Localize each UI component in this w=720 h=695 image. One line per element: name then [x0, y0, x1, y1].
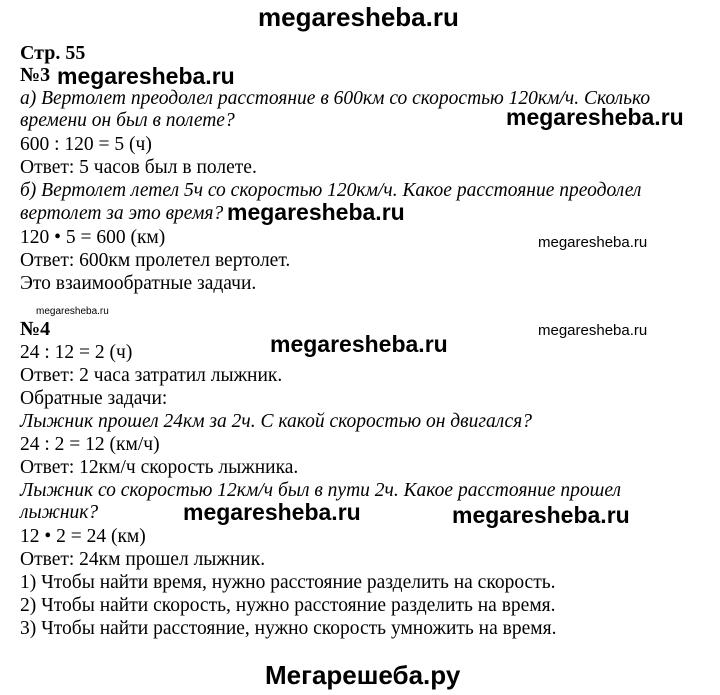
task3-b-line1: б) Вертолет летел 5ч со скоростью 120км/ч. Какое расстояние преодолел — [20, 180, 642, 201]
task4-rule2: 2) Чтобы найти скорость, нужно расстояние разделить на время. — [20, 595, 556, 616]
watermark: megaresheba.ru — [270, 331, 448, 357]
watermark: megaresheba.ru — [57, 63, 235, 89]
task3-note: Это взаимообратные задачи. — [20, 273, 257, 294]
watermark: megaresheba.ru — [506, 104, 684, 130]
task4-q1: Лыжник прошел 24км за 2ч. С какой скоростью он двигался? — [20, 411, 532, 432]
task4-calc1: 24 : 12 = 2 (ч) — [20, 342, 133, 363]
task4-q2-line1: Лыжник со скоростью 12км/ч был в пути 2ч. Какое расстояние прошел — [20, 480, 621, 501]
task4-number: №4 — [20, 318, 51, 340]
task3-a-answer: Ответ: 5 часов был в полете. — [20, 157, 257, 178]
task3-b-calc: 120 • 5 = 600 (км) — [20, 227, 166, 248]
task4-inverse-header: Обратные задачи: — [20, 388, 168, 409]
task3-a-calc: 600 : 120 = 5 (ч) — [20, 134, 152, 155]
task3-number: №3 — [20, 64, 51, 86]
task3-b-answer: Ответ: 600км пролетел вертолет. — [20, 250, 291, 271]
task4-rule1: 1) Чтобы найти время, нужно расстояние разделить на скорость. — [20, 572, 556, 593]
site-footer-watermark: Мегарешеба.ру — [265, 660, 461, 690]
task4-rule3: 3) Чтобы найти расстояние, нужно скорость умножить на время. — [20, 618, 557, 639]
watermark: megaresheba.ru — [538, 322, 648, 339]
page-number: Стр. 55 — [20, 42, 86, 64]
watermark: megaresheba.ru — [36, 306, 109, 317]
site-header-watermark: megaresheba.ru — [258, 2, 459, 32]
task4-calc3: 12 • 2 = 24 (км) — [20, 526, 146, 547]
task3-a-line2: времени он был в полете? — [20, 110, 235, 131]
task4-calc2: 24 : 2 = 12 (км/ч) — [20, 434, 160, 455]
task4-answer3: Ответ: 24км прошел лыжник. — [20, 549, 266, 570]
watermark: megaresheba.ru — [538, 234, 648, 251]
task4-q2-line2: лыжник? — [20, 502, 99, 523]
watermark: megaresheba.ru — [452, 502, 630, 528]
task4-answer1: Ответ: 2 часа затратил лыжник. — [20, 365, 283, 386]
task3-b-line2: вертолет за это время? — [20, 203, 224, 224]
task4-answer2: Ответ: 12км/ч скорость лыжника. — [20, 457, 299, 478]
watermark: megaresheba.ru — [183, 499, 361, 525]
watermark: megaresheba.ru — [227, 199, 405, 225]
task3-a-line1: а) Вертолет преодолел расстояние в 600км со скоростью 120км/ч. Сколько — [20, 88, 651, 109]
